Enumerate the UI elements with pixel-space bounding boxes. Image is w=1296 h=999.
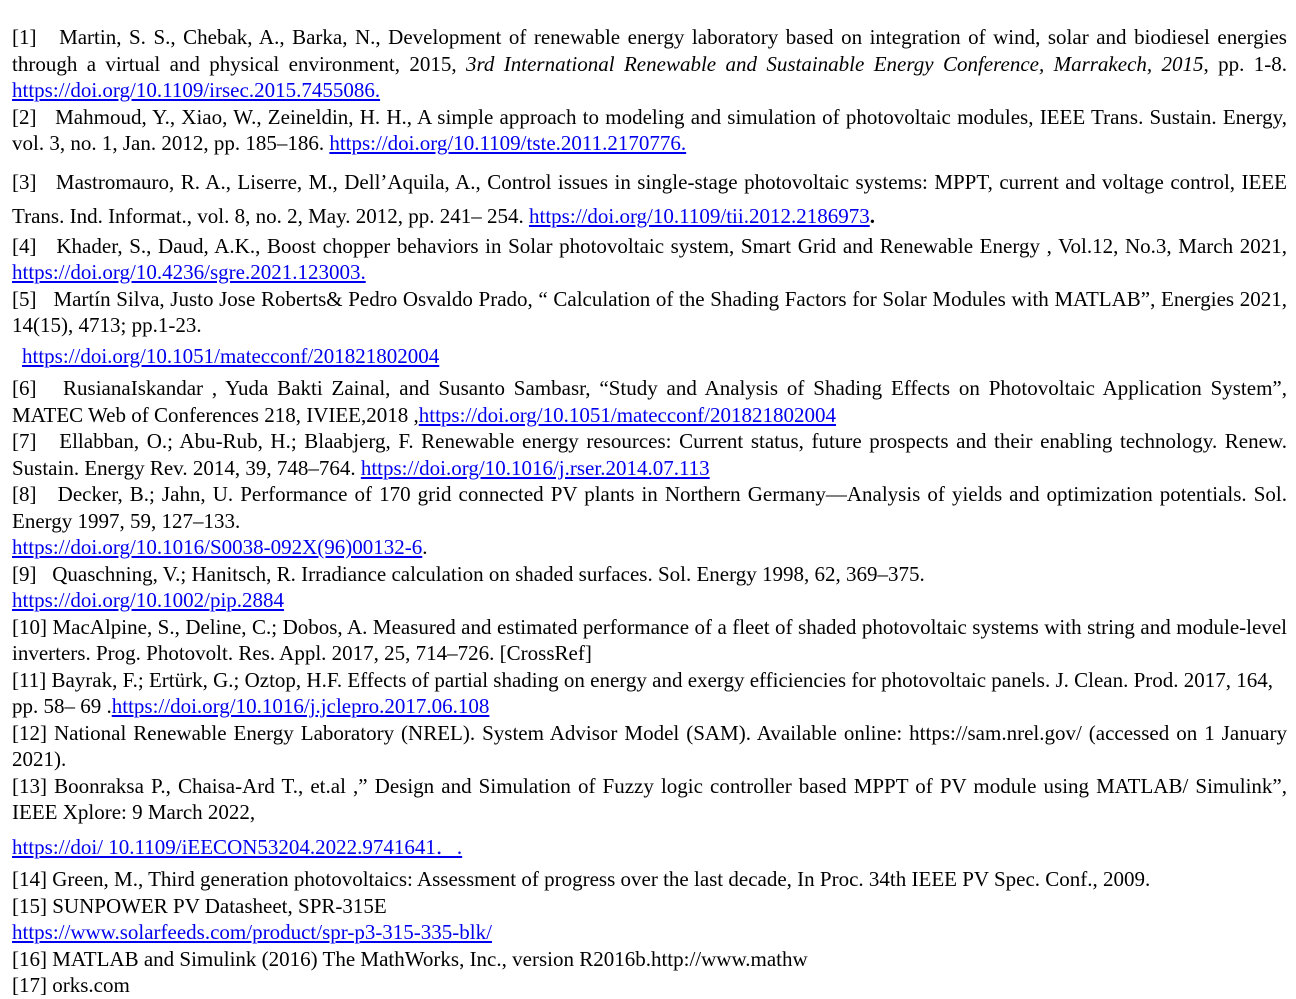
- reference-number: [8]: [12, 482, 58, 506]
- reference-text: Ellabban, O.; Abu-Rub, H.; Blaabjerg, F. Renewable energy resources: Current status, future prospects and their enabling technology. Renew. Sustain. Energy Rev. 2014, 39, 748–764.: [12, 429, 1287, 480]
- reference-item-1: [12, 24, 1287, 104]
- reference-text: Mastromauro, R. A., Liserre, M., Dell’Aquila, A., Control issues in single-stage photovoltaic systems: MPPT, current and voltage control, IEEE Trans. Ind. Informat., vol. 8, no. 2, May. 2012, pp. 241– 254.: [12, 169, 1287, 228]
- reference-number: [7]: [12, 429, 60, 453]
- reference-text: Green, M., Third generation photovoltaics: Assessment of progress over the last decade, In Proc. 34th IEEE PV Spec. Conf., 2009.: [52, 867, 1151, 891]
- reference-text: MATLAB and Simulink (2016) The MathWorks, Inc., version R2016b.http://www.mathw: [52, 946, 808, 971]
- reference-text: orks.com: [52, 973, 130, 997]
- reference-conference: 3rd International Renewable and Sustainable Energy Conference, Marrakech, 2015: [466, 51, 1204, 76]
- reference-item-9: [12, 561, 1287, 614]
- doi-link[interactable]: https://doi.org/10.1016/j.jclepro.2017.06.108: [111, 694, 490, 718]
- doi-link[interactable]: https://doi.org/10.1109/irsec.2015.7455086.: [12, 78, 381, 102]
- reference-number: [5]: [12, 286, 54, 311]
- reference-number: [15]: [12, 893, 53, 918]
- reference-number: [16]: [12, 946, 53, 971]
- reference-text: RusianaIskandar , Yuda Bakti Zainal, and Susanto Sambasr, “Study and Analysis of Shading Effects on Photovoltaic Application System”, MATEC Web of Conferences 218, IVIEE,2018 ,: [12, 376, 1287, 427]
- doi-link[interactable]: https://doi/ 10.1109/iEECON53204.2022.9741641．.: [12, 834, 463, 859]
- doi-link[interactable]: https://doi.org/10.1109/tii.2012.2186973: [529, 203, 870, 228]
- reference-text: Mahmoud, Y., Xiao, W., Zeineldin, H. H., A simple approach to modeling and simulation of photovoltaic modules, IEEE Trans. Sustain. Energy, vol. 3, no. 1, Jan. 2012, pp. 185–186.: [12, 104, 1287, 155]
- doi-link[interactable]: https://doi.org/10.1016/S0038-092X(96)00132-6: [12, 535, 423, 559]
- doi-link[interactable]: https://doi.org/10.1051/matecconf/201821802004: [22, 343, 440, 368]
- reference-text: National Renewable Energy Laboratory (NREL). System Advisor Model (SAM). Available online: https://sam.nrel.gov/ (accessed on 1 January 2021).: [12, 720, 1287, 771]
- reference-text: Martin, S. S., Chebak, A., Barka, N., Development of renewable energy laboratory based on integration of wind, solar and biodiesel energies through a virtual and physical environment, 2015,: [12, 25, 1287, 76]
- doi-link[interactable]: https://doi.org/10.1051/matecconf/201821802004: [418, 402, 837, 427]
- reference-text: Boonraksa P., Chaisa-Ard T., et.al ,” Design and Simulation of Fuzzy logic controller based MPPT of PV module using MATLAB/ Simulink”, IEEE Xplore: 9 March 2022,: [12, 773, 1287, 824]
- reference-number: [17]: [12, 973, 53, 997]
- reference-item-11: [12, 667, 1287, 720]
- reference-number: [3]: [12, 169, 56, 194]
- doi-link[interactable]: https://doi.org/10.1016/j.rser.2014.07.113: [360, 455, 710, 480]
- reference-number: [11]: [12, 667, 52, 692]
- reference-text: SUNPOWER PV Datasheet, SPR-315E: [52, 893, 387, 918]
- reference-item-13: [12, 773, 1287, 861]
- reference-text: Martín Silva, Justo Jose Roberts& Pedro Osvaldo Prado, “ Calculation of the Shading Factors for Solar Modules with MATLAB”, Energies 2021, 14(15), 4713; pp.1-23.: [12, 286, 1287, 337]
- reference-trailing-period: .: [422, 535, 428, 559]
- doi-link[interactable]: https://doi.org/10.1109/tste.2011.2170776.: [329, 131, 687, 155]
- reference-text: Decker, B.; Jahn, U. Performance of 170 grid connected PV plants in Northern Germany—Analysis of yields and optimization potentials. Sol. Energy 1997, 59, 127–133.: [12, 482, 1287, 533]
- reference-text: MacAlpine, S., Deline, C.; Dobos, A. Measured and estimated performance of a fleet of shaded photovoltaic systems with string and module-level inverters. Prog. Photovolt. Res. Appl. 2017, 25, 714–726. [CrossRef]: [12, 614, 1287, 665]
- reference-item-7: [12, 428, 1287, 481]
- reference-text: Quaschning, V.; Hanitsch, R. Irradiance calculation on shaded surfaces. Sol. Energy 1998, 62, 369–375.: [52, 561, 925, 586]
- reference-number: [10]: [12, 614, 53, 639]
- reference-number: [14]: [12, 867, 53, 891]
- reference-number: [2]: [12, 104, 56, 129]
- reference-item-6: [12, 375, 1287, 428]
- doi-link[interactable]: https://doi.org/10.1002/pip.2884: [12, 588, 285, 612]
- doi-link[interactable]: https://doi.org/10.4236/sgre.2021.123003.: [12, 260, 366, 284]
- reference-item-8: [12, 481, 1287, 561]
- reference-number: [1]: [12, 25, 60, 49]
- reference-number: [9]: [12, 561, 53, 586]
- reference-item-10: [12, 614, 1287, 667]
- reference-item-3: [12, 165, 1287, 233]
- reference-item-15: [12, 893, 1287, 946]
- reference-item-14: [12, 866, 1287, 893]
- reference-text: Bayrak, F.; Ertürk, G.; Oztop, H.F. Effects of partial shading on energy and exergy efficiencies for photovoltaic panels. J. Clean. Prod. 2017, 164, pp. 58– 69 .: [12, 667, 1274, 718]
- reference-item-2: [12, 104, 1287, 157]
- reference-trailing-period: .: [869, 203, 875, 228]
- reference-number: [13]: [12, 773, 55, 798]
- reference-number: [12]: [12, 720, 54, 745]
- reference-item-16: [12, 946, 1287, 973]
- reference-item-5: [12, 286, 1287, 370]
- datasheet-link[interactable]: https://www.solarfeeds.com/product/spr-p3-315-335-blk/: [12, 920, 492, 944]
- reference-item-17: [12, 972, 1287, 999]
- reference-item-12: [12, 720, 1287, 773]
- reference-text: Khader, S., Daud, A.K., Boost chopper behaviors in Solar photovoltaic system, Smart Grid and Renewable Energy , Vol.12, No.3, March 2021,: [56, 233, 1287, 258]
- reference-number: [6]: [12, 376, 64, 400]
- reference-number: [4]: [12, 233, 57, 258]
- reference-pages: , pp. 1-8.: [1203, 51, 1287, 76]
- reference-item-4: [12, 233, 1287, 286]
